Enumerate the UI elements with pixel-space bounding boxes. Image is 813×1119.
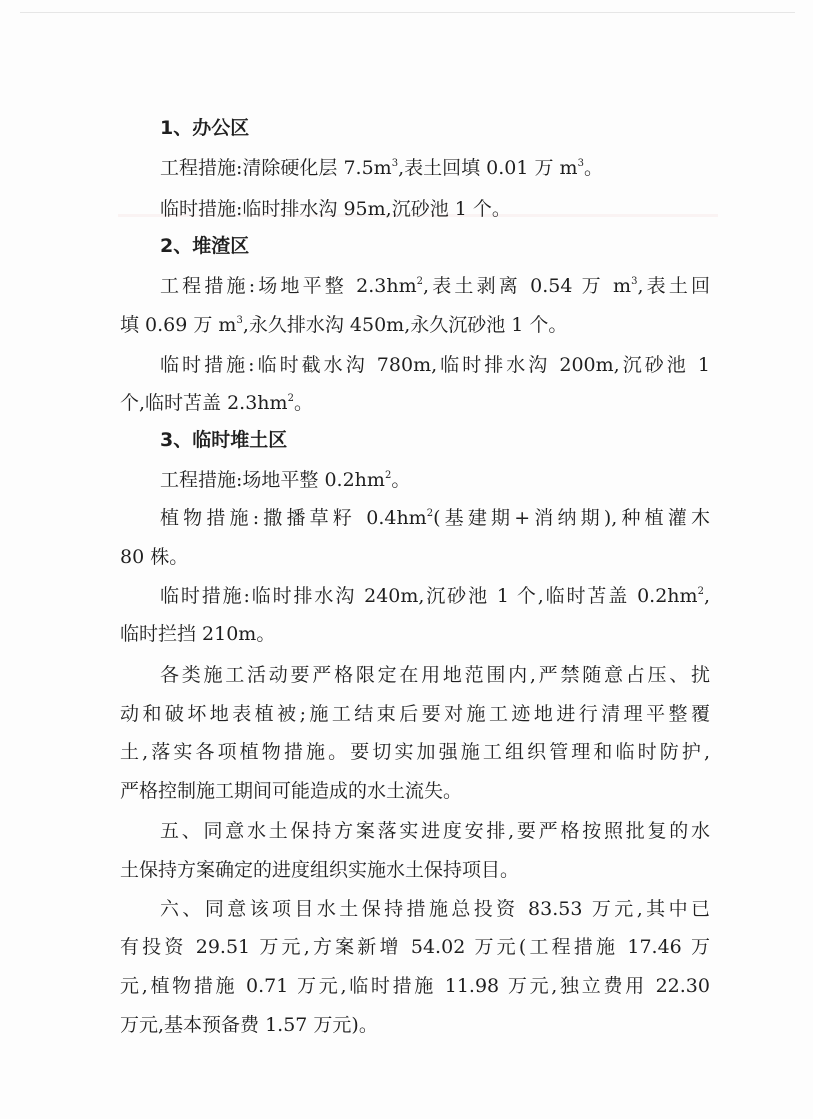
office-temporary-measures: 临时措施:临时排水沟 95m,沉砂池 1 个。 <box>160 198 511 220</box>
dump-temporary-measures: 临时措施:临时截水沟 780m,临时排水沟 200m,沉砂池 1 <box>160 354 710 376</box>
measure-label: 工程措施 <box>160 469 237 491</box>
office-engineering-measures: 工程措施:清除硬化层 $7.5m^3$,表土回填 0.01 万 $m^3$。 <box>160 157 603 179</box>
stockpile-temporary-measures-cont: 临时拦挡 210m。 <box>120 623 276 645</box>
dump-temporary-measures-cont: 个,临时苫盖 $2.3hm^2$。 <box>120 392 313 414</box>
item-six-line: 有投资 29.51 万元,方案新增 54.02 万元(工程措施 17.46 万 <box>120 936 710 958</box>
stockpile-temporary-measures: 临时措施:临时排水沟 240m,沉砂池 1 个,临时苫盖 $0.2hm^2$, <box>160 585 710 607</box>
construction-paragraph-line: 严格控制施工期间可能造成的水土流失。 <box>120 780 463 802</box>
item-six-line: 万元,基本预备费 1.57 万元)。 <box>120 1014 378 1036</box>
construction-paragraph-line: 动和破坏地表植被;施工结束后要对施工迹地进行清理平整覆 <box>120 703 710 725</box>
section-heading-soil-stockpile: 3、临时堆土区 <box>160 429 288 451</box>
label-separator: : <box>248 275 256 297</box>
measure-label: 临时措施 <box>160 354 249 376</box>
label-separator: : <box>236 157 243 179</box>
construction-paragraph-line: 各类施工活动要严格限定在用地范围内,严禁随意占压、扰 <box>160 664 710 686</box>
stockpile-engineering-measures: 工程措施:场地平整 $0.2hm^2$。 <box>160 469 411 491</box>
measure-label: 工程措施 <box>160 275 249 297</box>
measure-label: 临时措施 <box>160 198 237 220</box>
measure-label: 植物措施 <box>160 507 253 529</box>
dump-engineering-measures: 工程措施:场地平整 $2.3hm^2$,表土剥离 0.54 万 $m^3$,表土回 <box>160 275 710 297</box>
label-separator: : <box>248 354 255 376</box>
section-heading-waste-dump: 2、堆渣区 <box>160 235 250 257</box>
item-six-line: 元,植物措施 0.71 万元,临时措施 11.98 万元,独立费用 22.30 <box>120 975 710 997</box>
item-five-line: 土保持方案确定的进度组织实施水土保持项目。 <box>120 859 520 881</box>
label-separator: : <box>243 585 250 607</box>
measure-label: 临时措施 <box>160 585 244 607</box>
measure-label: 工程措施 <box>160 157 237 179</box>
dump-engineering-measures-cont: 填 0.69 万 $m^3$,永久排水沟 450m,永久沉砂池 1 个。 <box>120 314 568 336</box>
stockpile-vegetation-measures: 植物措施:撒播草籽 $0.4hm^2$(基建期+消纳期),种植灌木 <box>160 507 710 529</box>
section-heading-office: 1、办公区 <box>160 117 250 139</box>
label-separator: : <box>252 507 260 529</box>
label-separator: : <box>236 469 243 491</box>
scan-edge <box>20 12 795 13</box>
item-six-line: 六、同意该项目水土保持措施总投资 83.53 万元,其中已 <box>160 898 710 920</box>
item-five-line: 五、同意水土保持方案落实进度安排,要严格按照批复的水 <box>160 820 710 842</box>
construction-paragraph-line: 土,落实各项植物措施。要切实加强施工组织管理和临时防护, <box>120 741 710 763</box>
stockpile-vegetation-measures-cont: 80 株。 <box>120 546 189 568</box>
label-separator: : <box>236 198 243 220</box>
